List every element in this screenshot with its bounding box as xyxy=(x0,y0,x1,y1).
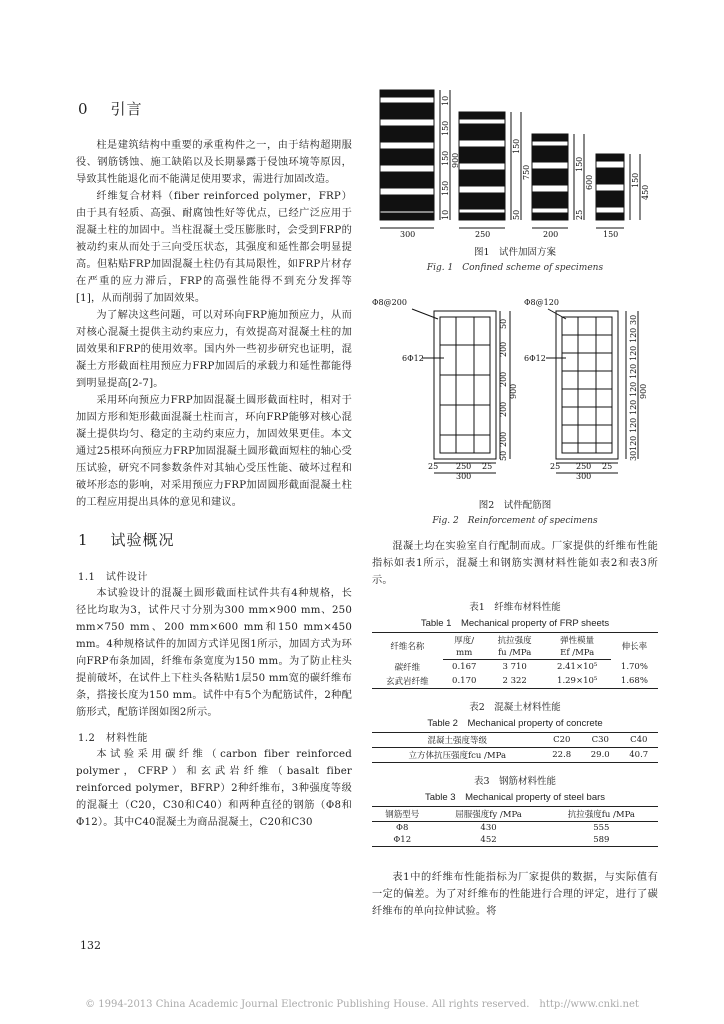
dim-label: 120 xyxy=(629,363,638,379)
paragraph: 表1中的纤维布性能指标为厂家提供的数据，与实际值有一定的偏差。为了对纤维布的性能进行合理的评定，进行了碳纤维布的单向拉伸试验。将 xyxy=(372,871,658,917)
section-1-heading xyxy=(78,529,352,550)
dim-label: 120 xyxy=(629,399,638,415)
table-cell: 立方体抗压强度fcu /MPa xyxy=(372,747,542,762)
dim-label: 30 xyxy=(629,314,638,325)
table-2-caption: 表2 混凝土材料性能 xyxy=(469,701,561,713)
stirrup-label: Φ8@200 xyxy=(372,298,407,307)
dim-label: 150 xyxy=(441,150,450,166)
dim-label: 120 xyxy=(629,327,638,343)
dim-label: 750 xyxy=(522,164,531,180)
paragraph: 纤维复合材料（fiber reinforced polymer，FRP）由于具有轻质、高强、耐腐蚀性好等优点，已经广泛应用于混凝土柱的加固中。当柱混凝土受压膨胀时，会受到FRP的被动约束从而处于三向受压状态，其强度和延性都会明显提高。但粘贴FRP加固混凝土柱仍有其局限性，如FRP片材存在严重的应力滞后，FRP的高强性能得不到充分发挥等[1]，从而削弱了加固效果。 xyxy=(76,191,352,304)
bars-label: 6Φ12 xyxy=(402,354,424,363)
dim-label: 120 xyxy=(629,435,638,451)
stirrup-label: Φ8@120 xyxy=(524,298,559,307)
dim-label: 120 xyxy=(629,381,638,397)
dim-label: 150 xyxy=(603,230,619,238)
dim-label: 450 xyxy=(641,184,650,200)
dim-label: 10 xyxy=(441,209,450,220)
column-header: 伸长率 xyxy=(611,633,658,660)
dim-label: 120 xyxy=(629,417,638,433)
section-number: 1 xyxy=(78,531,89,549)
table-3-steel-properties xyxy=(372,806,658,847)
dim-label: 150 xyxy=(441,120,450,136)
section-title: 引言 xyxy=(110,100,143,118)
dim-label: 150 xyxy=(441,180,450,196)
table-cell: 29.0 xyxy=(581,747,620,762)
dim-label: 600 xyxy=(585,174,594,190)
dim-label: 50 xyxy=(512,209,521,220)
copyright-footer: © 1994-2013 China Academic Journal Electronic Publishing House. All rights reserved. http://www.cnki.net xyxy=(85,999,639,1010)
table-cell: Φ8 xyxy=(396,822,409,833)
column-header: C20 xyxy=(542,732,581,747)
dim-label: 250 xyxy=(475,230,491,238)
table-row xyxy=(372,747,658,762)
right-column xyxy=(372,88,658,920)
dim-label: 200 xyxy=(499,431,508,447)
table-cell: 碳纤维 xyxy=(394,662,421,673)
dim-label: 150 xyxy=(575,156,584,172)
paragraph: 采用环向预应力FRP加固混凝土圆形截面柱时，相对于加固方形和矩形截面混凝土柱而言，环向FRP能够对核心混凝土提供均匀、稳定的主动约束应力，加固效果更佳。本文通过25根环向预应力FRP加固混凝土圆形截面短柱的轴心受压试验，研究不同参数条件对其轴心受压性能、破坏过程和破坏形态的影响，对采用预应力FRP加固圆形截面混凝土柱的工程应用提出具体的意见和建议。 xyxy=(76,395,352,508)
paragraph: 本试验采用碳纤维（carbon fiber reinforced polymer，CFRP）和玄武岩纤维（basalt fiber reinforced polymer，BFRP）2种纤维布，3种强度等级的混凝土（C20，C30和C40）和两种直径的钢筋（Φ8和Φ12）。其中C40混凝土为商品混凝土，C20和C30 xyxy=(76,749,352,828)
dim-label: 300 xyxy=(576,472,592,481)
table-cell: 1.29×10⁵ xyxy=(544,674,611,689)
dim-label: 10 xyxy=(441,95,450,106)
dim-label: 250 xyxy=(576,462,592,471)
table-cell: 0.167 xyxy=(452,661,477,672)
dim-label: 200 xyxy=(543,230,559,238)
subsection-1-1-heading: 1.1 试件设计 xyxy=(78,572,148,583)
column-header: C30 xyxy=(581,732,620,747)
table-2-caption-en: Table 2 Mechanical property of concrete xyxy=(427,717,603,729)
dim-label: 200 xyxy=(499,341,508,357)
table-3-caption: 表3 钢筋材料性能 xyxy=(473,775,557,787)
table-3-caption-en: Table 3 Mechanical property of steel bars xyxy=(424,791,606,803)
figure-2-reinforcement xyxy=(372,295,658,491)
dim-label: 900 xyxy=(509,383,518,399)
table-cell: 40.7 xyxy=(619,747,658,762)
table-row xyxy=(372,821,658,834)
column-header: 弹性模量 xyxy=(544,633,611,648)
table-cell: 1.68% xyxy=(611,674,658,689)
dim-label: 25 xyxy=(550,462,561,471)
column-header: 抗拉强度 xyxy=(486,633,544,648)
table-cell: Φ12 xyxy=(372,834,432,847)
table-1-frp-properties xyxy=(372,632,658,689)
paragraph: 柱是建筑结构中重要的承重构件之一，由于结构超期服役、钢筋锈蚀、施工缺陷以及长期暴露于侵蚀环境等原因，导致其性能退化而不能满足使用要求，需进行加固改造。 xyxy=(76,140,352,185)
table-1-caption-en: Table 1 Mechanical property of FRP sheets xyxy=(420,618,610,629)
column-unit: Ef /MPa xyxy=(544,647,611,660)
section-0-heading xyxy=(78,98,352,119)
figure-2-caption-en: Fig. 2 Reinforcement of specimens xyxy=(432,516,598,526)
dim-label: 25 xyxy=(602,462,613,471)
column-header: C40 xyxy=(619,732,658,747)
dim-label: 900 xyxy=(451,152,460,168)
figure-1-caption-en: Fig. 1 Confined scheme of specimens xyxy=(426,263,604,273)
left-column xyxy=(76,98,352,831)
table-cell: 22.8 xyxy=(542,747,581,762)
table-cell: 452 xyxy=(432,834,544,847)
dim-label: 200 xyxy=(499,401,508,417)
column-header: 厚度/ xyxy=(443,633,486,648)
table-cell: 589 xyxy=(545,834,658,847)
dim-label: 150 xyxy=(512,138,521,154)
section-number: 0 xyxy=(78,100,89,118)
dim-label: 300 xyxy=(400,230,416,238)
figure-1-confinement-scheme xyxy=(372,88,658,238)
figure-2-caption: 图2 试件配筋图 xyxy=(478,500,552,511)
column-header: 抗拉强度fu /MPa xyxy=(545,806,658,821)
dim-label: 200 xyxy=(499,371,508,387)
table-1-caption: 表1 纤维布材料性能 xyxy=(469,602,561,613)
table-cell: 430 xyxy=(480,822,497,833)
column-unit: mm xyxy=(443,647,486,660)
table-row xyxy=(372,660,658,674)
dim-label: 150 xyxy=(631,172,640,188)
column-header: 混凝土强度等级 xyxy=(372,732,542,747)
dim-label: 50 xyxy=(499,318,508,329)
table-cell: 555 xyxy=(593,822,610,833)
dim-label: 30 xyxy=(629,450,638,461)
table-cell: 2 322 xyxy=(486,674,544,689)
table-cell: 3 710 xyxy=(502,661,527,672)
dim-label: 300 xyxy=(456,472,472,481)
paragraph: 混凝土均在实验室自行配制而成。厂家提供的纤维布性能指标如表1所示，混凝土和钢筋实测材料性能如表2和表3所示。 xyxy=(372,541,658,586)
bars-label: 6Φ12 xyxy=(524,354,546,363)
page-number: 132 xyxy=(80,939,101,952)
table-cell: 0.170 xyxy=(443,674,486,689)
dim-label: 50 xyxy=(499,450,508,461)
dim-label: 25 xyxy=(575,209,584,220)
column-header: 钢筋型号 xyxy=(372,806,432,821)
dim-label: 25 xyxy=(482,462,493,471)
table-row xyxy=(372,834,658,847)
dim-label: 120 xyxy=(629,345,638,361)
column-unit: fu /MPa xyxy=(486,647,544,660)
table-2-concrete-properties xyxy=(372,732,658,763)
table-cell: 玄武岩纤维 xyxy=(372,674,443,689)
table-cell: 2.41×10⁵ xyxy=(557,661,598,672)
column-header: 纤维名称 xyxy=(372,633,443,660)
dim-label: 25 xyxy=(428,462,439,471)
column-header: 屈服强度fy /MPa xyxy=(432,806,544,821)
paragraph: 本试验设计的混凝土圆形截面柱试件共有4种规格，长径比均取为3，试件尺寸分别为300 mm×900 mm、250 mm×750 mm、200 mm×600 mm和150 mm×450 mm。4种规格试件的加固方式详见图1所示，加固方式为环向FRP布条加固，纤维布条宽度为150 mm。为了防止柱头提前破坏，在试件上下柱头各粘贴1层50 mm宽的碳纤维布条，搭接长度为150 mm。试件中有5个为配筋试件，2种配筋形式，配筋详图如图2所示。 xyxy=(76,588,352,718)
dim-label: 900 xyxy=(639,383,648,399)
paragraph: 为了解决这些问题，可以对环向FRP施加预应力，从而对核心混凝土提供主动约束应力，有效提高对混凝土柱的加固效果和FRP的使用效率。国内外一些初步研究也证明，混凝土方形截面柱用预应力FRP加固后的承载力和延性都能得到明显提高[2-7]。 xyxy=(76,310,352,389)
figure-1-caption: 图1 试件加固方案 xyxy=(473,247,557,258)
table-row xyxy=(372,674,658,689)
dim-label: 250 xyxy=(456,462,472,471)
subsection-1-2-heading: 1.2 材料性能 xyxy=(78,733,148,744)
table-cell: 1.70% xyxy=(620,661,648,672)
section-title: 试验概况 xyxy=(110,531,175,549)
